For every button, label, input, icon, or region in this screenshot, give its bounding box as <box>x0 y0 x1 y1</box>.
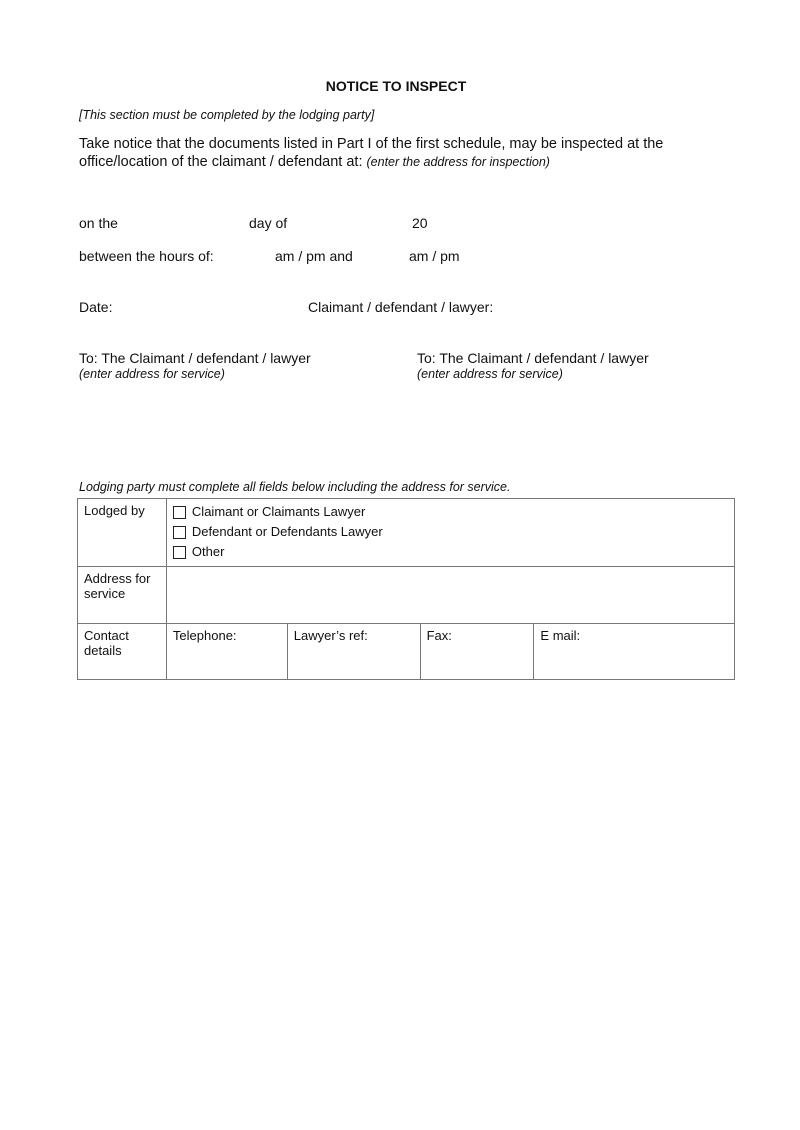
to-left-label: To: The Claimant / defendant / lawyer <box>79 350 311 366</box>
contact-row <box>78 624 735 680</box>
to-right-hint: (enter address for service) <box>417 367 563 381</box>
to-left-hint: (enter address for service) <box>79 367 225 381</box>
telephone-label: Telephone: <box>172 628 237 643</box>
telephone-field[interactable] <box>166 624 287 680</box>
address-row <box>78 567 735 624</box>
address-label-line-1: Address for <box>84 571 151 586</box>
intro-hint: (enter the address for inspection) <box>366 155 550 169</box>
email-label: E mail: <box>540 628 581 643</box>
lodged-by-label: Lodged by <box>78 499 167 567</box>
lodged-by-row <box>78 499 735 567</box>
address-label-line-2: service <box>84 586 126 601</box>
lodging-note: Lodging party must complete all fields below including the address for service. <box>79 480 511 494</box>
claimant-checkbox[interactable] <box>173 506 186 519</box>
address-label <box>78 567 167 624</box>
option-claimant[interactable] <box>173 502 728 522</box>
fax-label: Fax: <box>426 628 452 643</box>
option-other[interactable] <box>173 542 728 562</box>
year-prefix: 20 <box>412 215 428 231</box>
between-hours-label: between the hours of: <box>79 248 214 264</box>
date-label: Date: <box>79 299 113 315</box>
option-label: Claimant or Claimants Lawyer <box>191 504 366 519</box>
intro-text: office/location of the claimant / defendant at: <box>79 154 363 170</box>
lodged-by-options <box>166 499 734 567</box>
am-pm-and-label: am / pm and <box>275 248 353 264</box>
section-note: [This section must be completed by the lodging party] <box>79 108 375 122</box>
on-the-label: on the <box>79 215 118 231</box>
intro-line-2 <box>79 154 550 170</box>
intro-line-1: Take notice that the documents listed in Part I of the first schedule, may be inspected at the <box>79 136 664 152</box>
option-label: Other <box>191 544 225 559</box>
option-defendant[interactable] <box>173 522 728 542</box>
email-field[interactable] <box>534 624 735 680</box>
lodging-table <box>77 498 735 680</box>
contact-label-line-1: Contact <box>84 628 129 643</box>
page-title: NOTICE TO INSPECT <box>325 78 467 94</box>
option-label: Defendant or Defendants Lawyer <box>191 524 383 539</box>
address-field[interactable] <box>166 567 734 624</box>
lawyers-ref-field[interactable] <box>287 624 420 680</box>
day-of-label: day of <box>249 215 288 231</box>
defendant-checkbox[interactable] <box>173 526 186 539</box>
contact-label <box>78 624 167 680</box>
am-pm-label: am / pm <box>409 248 460 264</box>
to-right-label: To: The Claimant / defendant / lawyer <box>417 350 649 366</box>
contact-label-line-2: details <box>84 643 122 658</box>
fax-field[interactable] <box>420 624 534 680</box>
lawyers-ref-label: Lawyer’s ref: <box>293 628 368 643</box>
signatory-label: Claimant / defendant / lawyer: <box>308 299 494 315</box>
other-checkbox[interactable] <box>173 546 186 559</box>
